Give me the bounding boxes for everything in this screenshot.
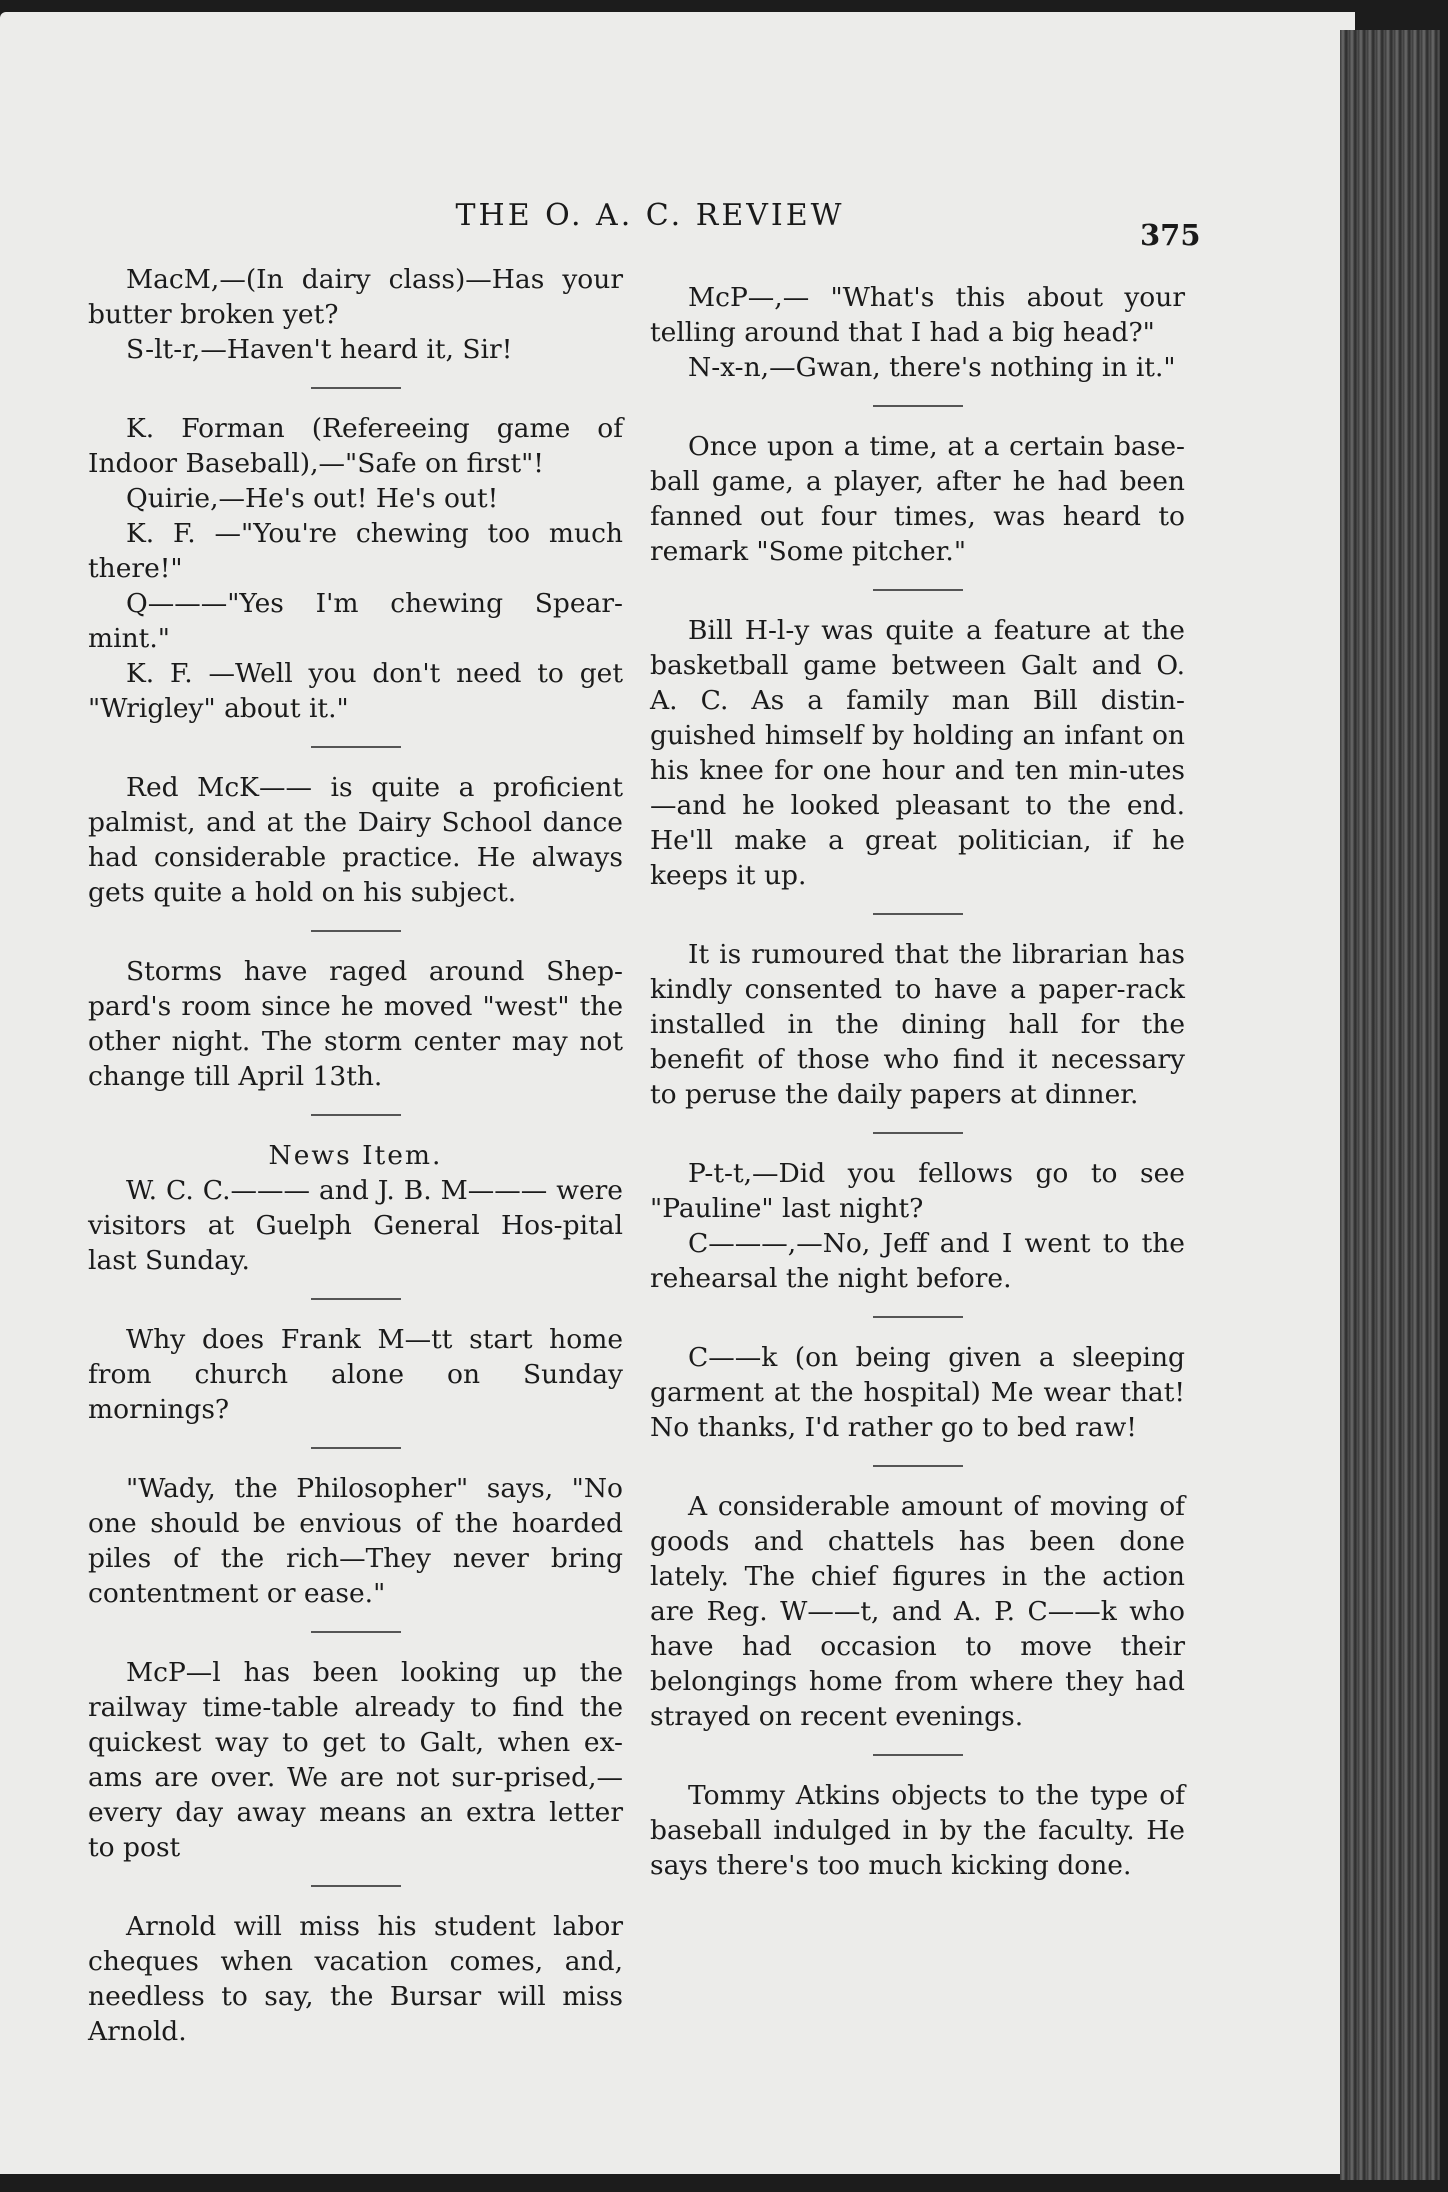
item-heading: News Item. [268,1140,443,1171]
item-paragraph: McP—,— "What's this about your telling around that I had a big head?" [650,282,1185,348]
separator-rule [311,1298,401,1300]
news-item [650,280,1185,385]
item-paragraph: Tommy Atkins objects to the type of baseball indulged in by the faculty. He says there's too much kicking done. [650,1780,1185,1881]
item-paragraph: K. Forman (Refereeing game of Indoor Baseball),—"Safe on first"! [88,413,623,479]
news-item [88,1322,623,1427]
separator-rule [311,1885,401,1887]
news-item [88,1471,623,1611]
item-paragraph: It is rumoured that the librarian has kindly consented to have a paper-rack installed in the dining hall for the benefit of those who find it necessary to peruse the daily papers at dinner. [650,939,1185,1110]
separator-rule [873,1754,963,1756]
separator-rule [873,405,963,407]
item-paragraph: W. C. C.——— and J. B. M——— were visitors at Guelph General Hos-pital last Sunday. [88,1175,623,1276]
news-item [88,411,623,726]
separator-rule [873,1465,963,1467]
item-paragraph: "Wady, the Philosopher" says, "No one should be envious of the hoarded piles of the rich—They never bring contentment or ease." [88,1473,623,1609]
item-paragraph: C———,—No, Jeff and I went to the rehearsal the night before. [650,1228,1185,1294]
item-paragraph: Red McK—— is quite a proficient palmist, and at the Dairy School dance had considerable practice. He always gets quite a hold on his subject. [88,772,623,908]
item-paragraph: Q———"Yes I'm chewing Spear-mint." [88,588,623,654]
news-item [88,1138,623,1278]
news-item [88,262,623,367]
item-paragraph: K. F. —Well you don't need to get "Wrigley" about it." [88,658,623,724]
news-item [650,937,1185,1112]
item-paragraph: McP—l has been looking up the railway time-table already to find the quickest way to get to Galt, when ex-ams are over. We are not sur-prised,—every day away means an extra letter to post [88,1657,623,1863]
news-item [88,1655,623,1865]
separator-rule [873,1316,963,1318]
item-paragraph: S-lt-r,—Haven't heard it, Sir! [126,334,513,365]
news-item [88,1909,623,2049]
news-item [650,429,1185,569]
separator-rule [311,930,401,932]
item-paragraph: Arnold will miss his student labor cheques when vacation comes, and, needless to say, the Bursar will miss Arnold. [88,1911,623,2047]
item-paragraph: Quirie,—He's out! He's out! [126,483,499,514]
book-edge [1340,30,1440,2180]
item-paragraph: C——k (on being given a sleeping garment at the hospital) Me wear that! No thanks, I'd rather go to bed raw! [650,1342,1185,1443]
separator-rule [311,746,401,748]
page-number: 375 [1140,218,1201,252]
item-paragraph: K. F. —"You're chewing too much there!" [88,518,623,584]
item-paragraph: Why does Frank M—tt start home from church alone on Sunday mornings? [88,1324,623,1425]
separator-rule [873,1132,963,1134]
item-paragraph: Once upon a time, at a certain base-ball game, a player, after he had been fanned out four times, was heard to remark "Some pitcher." [650,431,1185,567]
news-item [650,1340,1185,1445]
item-paragraph: MacM,—(In dairy class)—Has your butter broken yet? [88,264,623,330]
news-item [650,1489,1185,1734]
separator-rule [311,1631,401,1633]
news-item [650,1778,1185,1883]
separator-rule [873,589,963,591]
item-paragraph: A considerable amount of moving of goods and chattels has been done lately. The chief figures in the action are Reg. W——t, and A. P. C——k who have had occasion to move their belongings home from where they had strayed on recent evenings. [650,1491,1185,1732]
item-paragraph: Storms have raged around Shep-pard's room since he moved "west" the other night. The storm center may not change till April 13th. [88,956,623,1092]
news-item [88,954,623,1094]
separator-rule [311,1114,401,1116]
item-paragraph: N-x-n,—Gwan, there's nothing in it." [688,352,1176,383]
news-item [650,613,1185,893]
separator-rule [311,1447,401,1449]
news-item [88,770,623,910]
left-column [88,262,623,2049]
running-header: THE O. A. C. REVIEW [455,198,845,233]
right-column [650,280,1185,1883]
separator-rule [873,913,963,915]
item-paragraph: P-t-t,—Did you fellows go to see "Pauline" last night? [650,1158,1185,1224]
item-paragraph: Bill H-l-y was quite a feature at the basketball game between Galt and O. A. C. As a family man Bill distin-guished himself by holding an infant on his knee for one hour and ten min-utes—and he looked pleasant to the end. He'll make a great politician, if he keeps it up. [650,615,1185,891]
news-item [650,1156,1185,1296]
separator-rule [311,387,401,389]
